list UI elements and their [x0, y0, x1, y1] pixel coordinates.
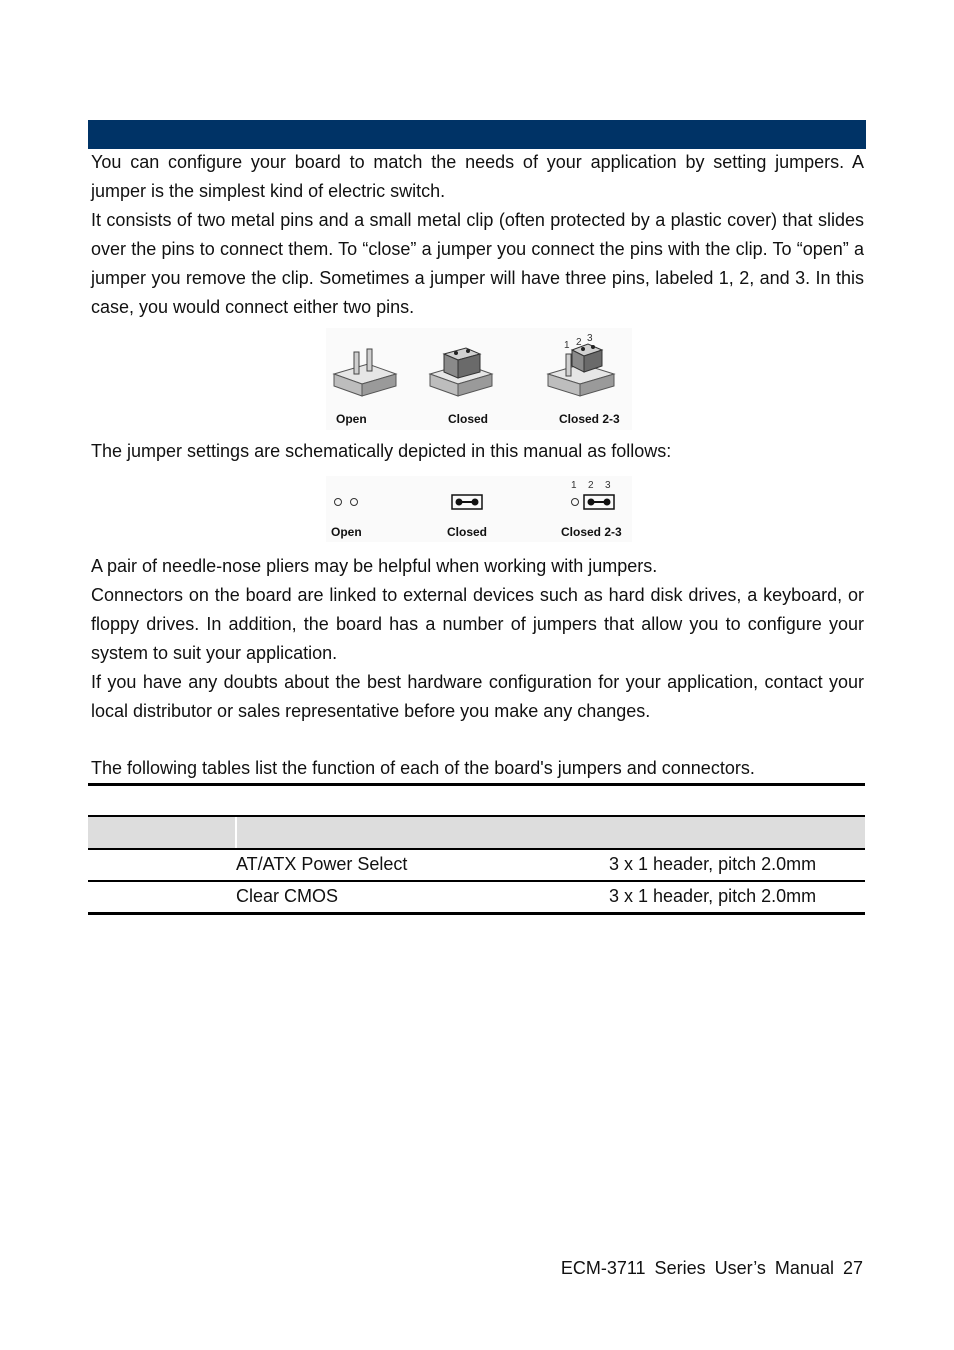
table-top-rule — [88, 783, 865, 786]
page-footer: ECM-3711 Series User’s Manual 27 — [560, 1258, 863, 1278]
table-row — [88, 881, 865, 912]
table-header-column-divider — [235, 817, 237, 849]
table-cell-function: AT/ATX Power Select — [236, 854, 408, 874]
table-cell-type: 3 x 1 header, pitch 2.0mm — [609, 854, 817, 874]
body-paragraph-doubts: If you have any doubts about the best hardware configuration for your application, contact your local distributor or sales representative before you make any changes. — [91, 672, 864, 721]
figure-label-closed: Closed — [448, 412, 489, 426]
table-row — [88, 849, 865, 880]
table-cell-type: 3 x 1 header, pitch 2.0mm — [609, 886, 817, 906]
schematic-pin-number-3: 3 — [605, 480, 611, 491]
schematic-pin-number-1: 1 — [571, 480, 577, 491]
table-cell-function: Clear CMOS — [236, 886, 339, 906]
table-header — [88, 817, 865, 849]
body-paragraph-tables: The following tables list the function of each of the board's jumpers and connectors. — [91, 758, 755, 778]
body-paragraph-connectors: Connectors on the board are linked to external devices such as hard disk drives, a keyboard, or floppy drives. In addition, the board has a number of jumpers that allow you to configure your system to suit your application. — [91, 585, 864, 663]
schematic-intro-text: The jumper settings are schematically depicted in this manual as follows: — [91, 441, 672, 461]
body-paragraph-pliers: A pair of needle-nose pliers may be helpful when working with jumpers. — [91, 556, 658, 576]
pin-number-1: 1 — [564, 340, 570, 351]
schematic-pin-number-2: 2 — [588, 480, 594, 491]
pin-number-3: 3 — [587, 333, 593, 344]
jumper-3d-figure — [326, 328, 632, 430]
schematic-label-open: Open — [331, 525, 362, 539]
schematic-label-closed-2-3: Closed 2-3 — [561, 525, 622, 539]
schematic-label-closed: Closed — [447, 525, 488, 539]
intro-paragraph-1: You can configure your board to match the needs of your application by setting jumpers. A jumper is the simplest kind of electric switch. — [91, 152, 864, 201]
section-header-bar — [88, 120, 866, 149]
intro-paragraph-2: It consists of two metal pins and a small metal clip (often protected by a plastic cover) that slides over the pins to connect them. To “close” a jumper you connect the pins with the clip. To “open” a jumper you remove the clip. Sometimes a jumper will have three pins, labeled 1, 2, and 3. In this case, you would connect either two pins. — [91, 210, 864, 317]
figure-label-closed-2-3: Closed 2-3 — [559, 412, 620, 426]
figure-label-open: Open — [336, 412, 367, 426]
jumper-schematic-figure — [326, 476, 632, 542]
pin-number-2: 2 — [576, 337, 582, 348]
table-bottom-rule — [88, 912, 865, 915]
